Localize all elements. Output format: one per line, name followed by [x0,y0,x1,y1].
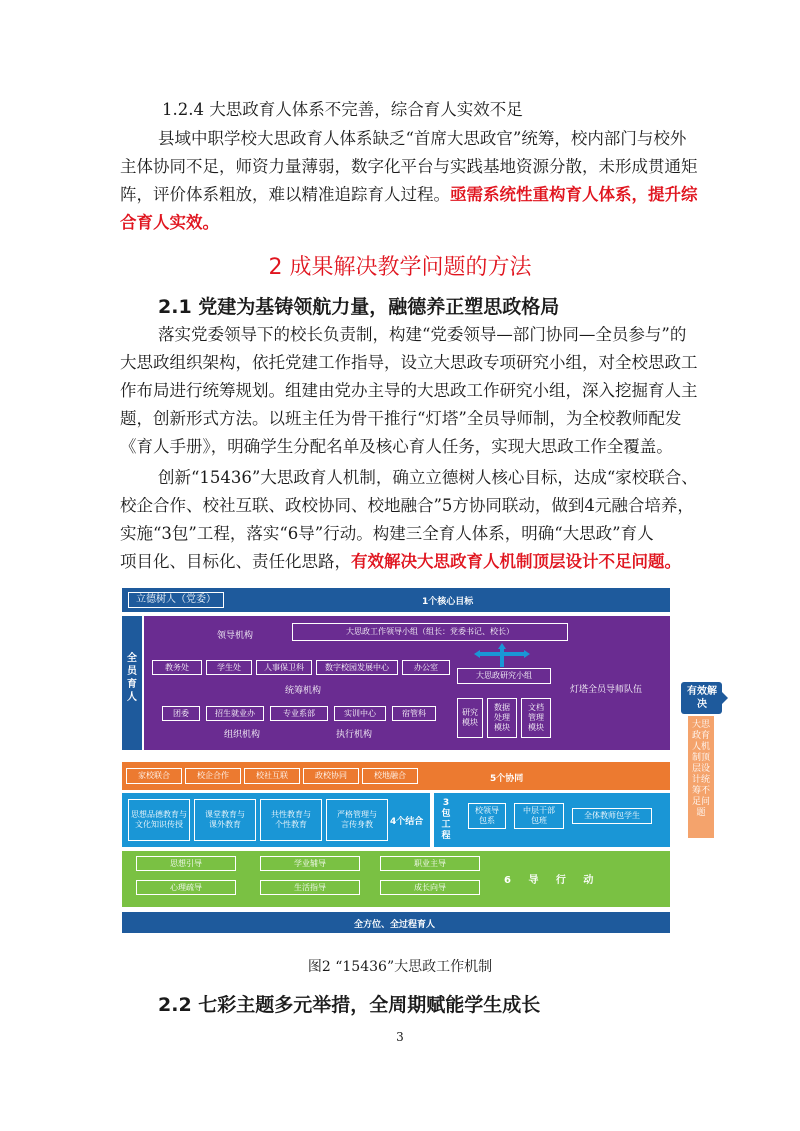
lighthouse-label: 灯塔全员导师队伍 [570,685,643,695]
org-label: 组织机构 [224,730,261,740]
four-label: 4个结合 [390,817,424,827]
paragraph-text: 阵，评价体系粗放，难以精准追踪育人过程。 [120,185,450,204]
page-number: 3 [396,1030,404,1044]
four-item: 共性教育与个性教育 [260,799,322,841]
coord-item: 人事保卫科 [256,660,312,675]
paragraph-line: 落实党委领导下的校长负责制，构建“党委领导—部门协同—全员参与”的 [158,325,687,344]
six-item: 学业辅导 [260,856,360,871]
highlight-text: 合育人实效。 [120,213,219,232]
org-item: 团委 [162,706,200,721]
research-group-box: 大思政研究小组 [457,668,551,684]
module-box: 研究模块 [457,698,483,738]
six-item: 职业主导 [380,856,480,871]
exec-label: 执行机构 [336,730,373,740]
org-item: 实训中心 [334,706,386,721]
highlight-text: 有效解决大思政育人机制顶层设计不足问题。 [351,552,681,571]
section-heading-2-1: 2.1 党建为基铸领航力量，融德养正塑思政格局 [158,296,560,318]
paragraph-line: 大思政组织架构，依托党建工作指导，设立大思政专项研究小组，对全校思政工 [120,353,698,372]
leader-group-box: 大思政工作领导小组（组长：党委书记、校长） [292,623,568,641]
section-heading-2-2: 2.2 七彩主题多元举措，全周期赋能学生成长 [158,994,541,1016]
coord-org-label: 统筹机构 [285,686,322,696]
paragraph-line: 校企合作、校社互联、政校协同、校地融合”5方协同联动，做到4元融合培养， [120,496,694,515]
paragraph-line: 《育人手册》，明确学生分配名单及核心育人任务，实现大思政工作全覆盖。 [120,437,673,456]
module-box: 数据处理模块 [487,698,517,738]
all-round-label: 全方位、全过程育人 [354,920,436,930]
five-item: 校企合作 [185,768,241,784]
core-goal-label: 1个核心目标 [422,597,474,607]
paragraph-line: 县域中职学校大思政育人体系缺乏“首席大思政官”统筹，校内部门与校外 [158,129,687,148]
module-box: 文档管理模块 [521,698,551,738]
coord-item: 办公室 [402,660,450,675]
six-item: 思想引导 [136,856,236,871]
leader-org-label: 领导机构 [217,631,254,641]
paragraph-line: 主体协同不足，师资力量薄弱，数字化平台与实践基地资源分散，未形成贯通矩 [120,157,698,176]
three-label: 3包工程 [441,798,451,841]
three-item: 校领导包系 [468,803,506,829]
arrow-shaft [480,652,524,656]
solution-panel-text: 大思政育人机制顶层设计统筹不足问题 [691,720,710,818]
four-item: 课堂教育与课外教育 [194,799,256,841]
paragraph-line: 作布局进行统筹规划。组建由党办主导的大思政工作研究小组，深入挖掘育人主 [120,381,698,400]
chapter-heading: 2 成果解决教学问题的方法 [268,255,532,280]
section-heading-1-2-4: 1.2.4 大思政育人体系不完善，综合育人实效不足 [162,100,523,119]
org-item: 专业系部 [270,706,328,721]
three-item: 全体教师包学生 [572,808,652,824]
paragraph-line: 创新“15436”大思政育人机制，确立立德树人核心目标，达成“家校联合、 [158,468,698,487]
figure-caption: 图2 “15436”大思政工作机制 [307,959,493,975]
six-item: 生活指导 [260,880,360,895]
org-item: 招生就业办 [206,706,264,721]
six-item: 心理疏导 [136,880,236,895]
highlight-text: 亟需系统性重构育人体系，提升综 [450,185,698,204]
five-label: 5个协同 [490,774,524,784]
coord-item: 数字校园发展中心 [316,660,398,675]
solution-tag-label: 有效解决 [687,686,717,710]
four-item: 思想品德教育与文化知识传授 [128,799,190,841]
five-item: 政校协同 [303,768,359,784]
arrow-right-icon [722,692,728,704]
six-item: 成长向导 [380,880,480,895]
mechanism-diagram [122,588,670,933]
arrow-right-icon [524,650,530,658]
arrow-left-icon [474,650,480,658]
coord-item: 学生处 [206,660,252,675]
org-item: 宿管科 [392,706,436,721]
five-item: 校地融合 [362,768,418,784]
paragraph-line [120,184,698,206]
paragraph-text: 项目化、目标化、责任化思路， [120,552,351,571]
five-item: 校社互联 [244,768,300,784]
coord-item: 教务处 [152,660,202,675]
four-item: 严格管理与言传身教 [326,799,388,841]
five-item: 家校联合 [126,768,182,784]
paragraph-line: 实施“3包”工程，落实“6导”行动。构建三全育人体系，明确“大思政”育人 [120,524,654,543]
paragraph-line: 题，创新形式方法。以班主任为骨干推行“灯塔”全员导师制，为全校教师配发 [120,409,682,428]
paragraph-line [120,551,695,573]
all-staff-label: 全员育人 [127,653,137,703]
top-left-box: 立德树人（党委） [128,592,224,608]
six-label: 6 导 行 动 [504,875,594,886]
three-item: 中层干部包班 [514,803,564,829]
